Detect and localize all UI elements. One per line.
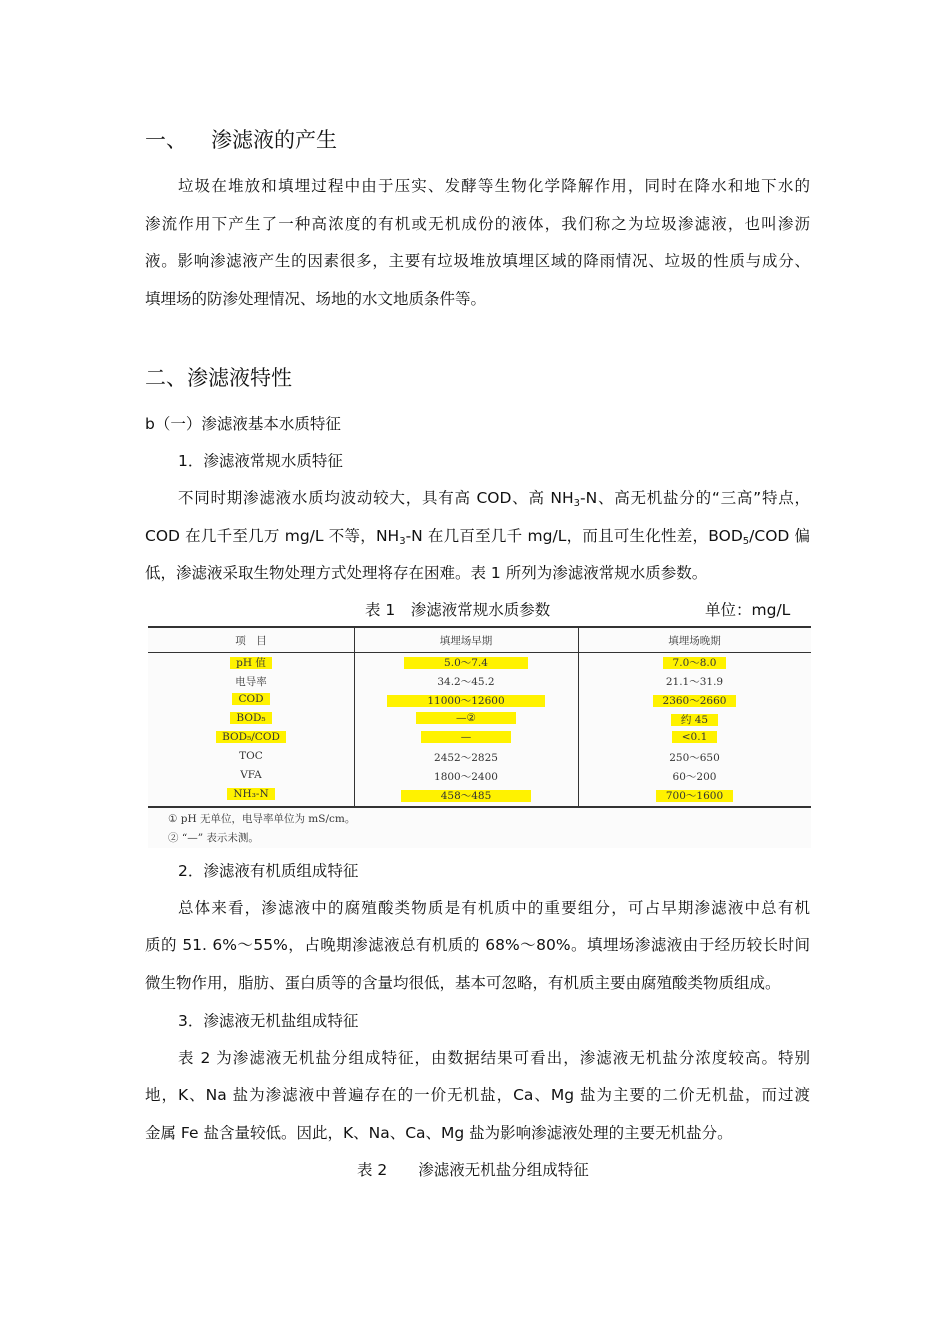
table1	[148, 626, 811, 848]
table-cell-text: 34.2～45.2	[437, 676, 495, 688]
table-cell-late	[578, 769, 811, 784]
item1-line2-text-b: -N 在几百至几千 mg/L，而且可生化性差，BOD	[405, 527, 743, 545]
item1-line1-text-a: 不同时期渗滤液水质均波动较大，具有高 COD、高 NH	[178, 489, 574, 507]
table-cell-text: —②	[416, 712, 516, 724]
section1-title: 渗滤液的产生	[211, 128, 337, 152]
table-cell-text: 2360～2660	[653, 695, 737, 707]
item1-line1-sub: 3	[573, 498, 581, 509]
table-cell-late	[578, 655, 811, 670]
table1-unit: 单位：mg/L	[705, 601, 791, 619]
table-cell-text: 250～650	[669, 752, 720, 764]
section1-para-line-3: 液。影响渗滤液产生的因素很多，主要有垃圾堆放填埋区域的降雨情况、垃圾的性质与成分、	[145, 252, 810, 270]
table-cell-text: BOD₅/COD	[216, 731, 286, 743]
item3-para-line-2: 地，K、Na 盐为渗滤液中普遍存在的一价无机盐，Ca、Mg 盐为主要的二价无机盐，而过渡	[145, 1086, 810, 1104]
item1-line2-text-c: /COD 偏	[749, 527, 811, 545]
item1-para-line-2	[145, 524, 810, 547]
table-cell-text: 2452～2825	[434, 752, 498, 764]
table-cell-text: 11000～12600	[387, 695, 544, 707]
table-cell-early	[354, 750, 578, 765]
item-1-heading: 1．渗滤液常规水质特征	[178, 452, 343, 470]
table-cell-text: TOC	[239, 750, 263, 762]
item-3-heading: 3．渗滤液无机盐组成特征	[178, 1012, 359, 1030]
table-cell-item	[148, 674, 354, 689]
table-cell-text: 458～485	[401, 790, 532, 802]
table-cell-text: 约 45	[671, 714, 718, 726]
table-cell-text: —	[421, 731, 512, 743]
table-cell-text: COD	[232, 693, 269, 705]
item3-para-line-3: 金属 Fe 盐含量较低。因此，K、Na、Ca、Mg 盐为影响渗滤液处理的主要无机盐分。	[145, 1124, 733, 1142]
table-note-2: ② “—” 表示未测。	[168, 832, 259, 844]
item1-line2-sub2: 5	[742, 536, 750, 547]
table-cell-early	[354, 674, 578, 689]
section1-para-line-1: 垃圾在堆放和填埋过程中由于压实、发酵等生物化学降解作用，同时在降水和地下水的	[178, 177, 810, 195]
table-header-rule	[148, 652, 811, 653]
subsection-basic-quality: b（一）渗滤液基本水质特征	[145, 415, 341, 433]
table-cell-text: 60～200	[672, 771, 717, 783]
table-top-rule	[148, 626, 811, 628]
item2-para-line-1: 总体来看，渗滤液中的腐殖酸类物质是有机质中的重要组分，可占早期渗滤液中总有机	[178, 899, 810, 917]
table-cell-text: 电导率	[235, 676, 267, 688]
table-cell-text: 21.1～31.9	[665, 676, 724, 688]
table-header-early: 填埋场早期	[439, 635, 493, 647]
table-cell-text: 7.0～8.0	[663, 657, 727, 669]
section1-number: 一、	[145, 128, 187, 152]
item1-line2-sub1: 3	[399, 536, 406, 547]
table-cell-early	[354, 731, 578, 743]
table-cell-text: 5.0～7.4	[404, 657, 528, 669]
table-cell-item	[148, 769, 354, 781]
table-cell-early	[354, 655, 578, 670]
table-bottom-rule	[148, 806, 811, 808]
table-cell-item	[148, 712, 354, 724]
table-cell-text: <0.1	[672, 731, 718, 743]
table-cell-early	[354, 693, 578, 708]
table-cell-late	[578, 750, 811, 765]
table-cell-item	[148, 655, 354, 670]
table-cell-item	[148, 731, 354, 743]
table-cell-late	[578, 788, 811, 803]
item1-para-line-3: 低，渗滤液采取生物处理方式处理将存在困难。表 1 所列为渗滤液常规水质参数。	[145, 564, 708, 582]
table-cell-late	[578, 674, 811, 689]
table-header-item: 项 目	[235, 635, 267, 647]
table-cell-text: 1800～2400	[434, 771, 498, 783]
table2-caption: 表 2 渗滤液无机盐分组成特征	[357, 1161, 589, 1179]
table-cell-item	[148, 693, 354, 705]
item1-para-line-1	[178, 486, 810, 509]
item3-para-line-1: 表 2 为渗滤液无机盐分组成特征，由数据结果可看出，渗滤液无机盐分浓度较高。特别	[178, 1049, 810, 1067]
section2-title: 二、渗滤液特性	[145, 366, 292, 390]
table-cell-late	[578, 712, 811, 727]
table-cell-late	[578, 693, 811, 708]
table-header-late: 填埋场晚期	[668, 635, 721, 647]
item1-line1-text-b: -N、高无机盐分的“三高”特点，	[580, 489, 810, 507]
table-cell-text: BOD₅	[230, 712, 271, 724]
table-cell-text: 700～1600	[656, 790, 733, 802]
table-cell-item	[148, 750, 354, 762]
item2-para-line-3: 微生物作用，脂肪、蛋白质等的含量均很低，基本可忽略，有机质主要由腐殖酸类物质组成。	[145, 974, 781, 992]
table-cell-text: VFA	[240, 769, 262, 781]
table-cell-early	[354, 712, 578, 724]
table-cell-early	[354, 769, 578, 784]
item2-para-line-2: 质的 51. 6%～55%，占晚期渗滤液总有机质的 68%～80%。填埋场渗滤液由于经历较长时间	[145, 936, 810, 954]
table-cell-late	[578, 731, 811, 743]
table-cell-text: pH 值	[230, 657, 272, 669]
table-cell-early	[354, 788, 578, 803]
item1-line2-text-a: COD 在几千至几万 mg/L 不等，NH	[145, 527, 400, 545]
section1-para-line-4: 填埋场的防渗处理情况、场地的水文地质条件等。	[145, 290, 487, 308]
table-cell-text: NH₃-N	[227, 788, 274, 800]
table1-caption: 表 1 渗滤液常规水质参数	[365, 601, 551, 619]
table-cell-item	[148, 788, 354, 800]
table-note-1: ① pH 无单位，电导率单位为 mS/cm。	[168, 813, 356, 825]
section1-para-line-2: 渗流作用下产生了一种高浓度的有机或无机成份的液体，我们称之为垃圾渗滤液，也叫渗沥	[145, 215, 810, 233]
item-2-heading: 2．渗滤液有机质组成特征	[178, 862, 359, 880]
